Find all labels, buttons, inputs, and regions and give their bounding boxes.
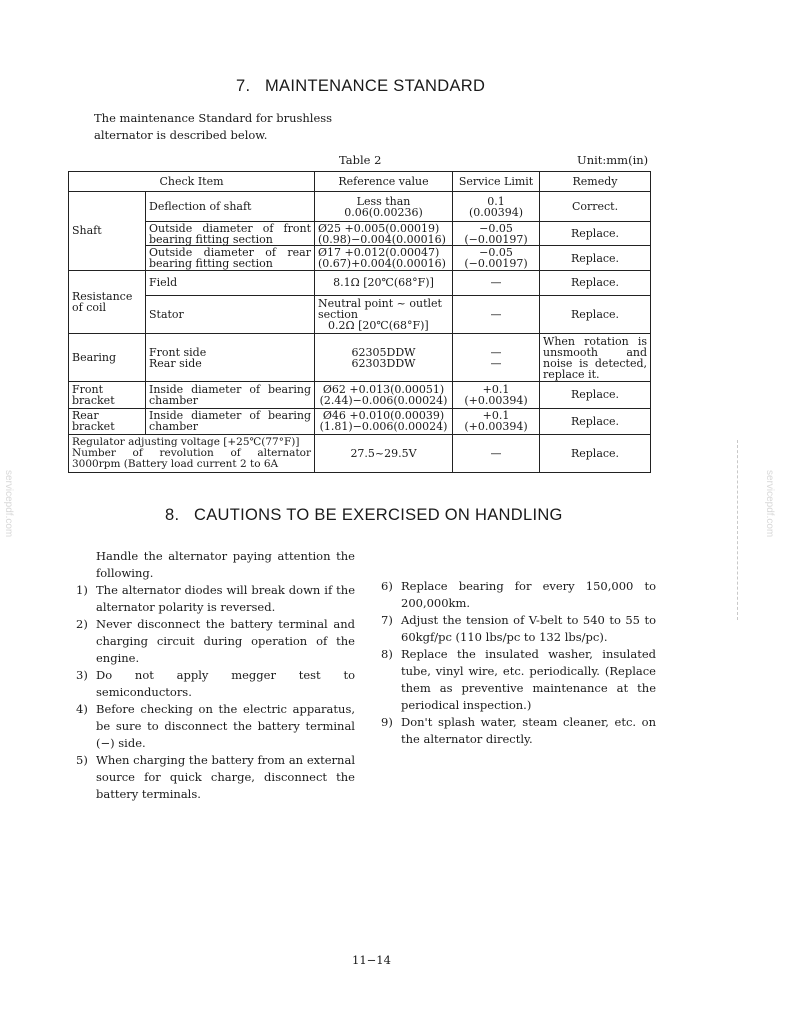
item-front-fitting: Outside diameter of front bearing fitting section — [146, 222, 315, 246]
list-item — [76, 752, 355, 803]
list-item-text: Never disconnect the battery terminal and charging circuit during operation of the engine. — [96, 617, 355, 665]
list-item-text: The alternator diodes will break down if the alternator polarity is reversed. — [96, 583, 355, 614]
list-item-text: Adjust the tension of V-belt to 540 to 55 to 60kgf/pc (110 lbs/pc to 132 lbs/pc). — [401, 613, 656, 644]
list-item-number: 2) — [76, 617, 88, 631]
list-item — [381, 714, 656, 748]
watermark-left: servicepdf.com — [3, 470, 14, 538]
list-item-number: 7) — [381, 613, 393, 627]
list-item-text: Do not apply megger test to semiconductors. — [96, 668, 355, 699]
list-item — [76, 667, 355, 701]
remedy-regulator: Replace. — [540, 434, 651, 472]
table-caption: Table 2 — [339, 153, 382, 167]
list-item — [76, 616, 355, 667]
list-item — [381, 612, 656, 646]
ref-front-bracket: Ø62 +0.013(0.00051) (2.44)−0.006(0.00024) — [315, 382, 453, 408]
limit-rear-bracket: +0.1 (+0.00394) — [453, 408, 540, 434]
limit-bearing: — — — [453, 334, 540, 382]
list-item-number: 5) — [76, 753, 88, 767]
remedy-deflection: Correct. — [540, 192, 651, 222]
list-item-text: Replace the insulated washer, insulated tube, vinyl wire, etc. periodically. (Replace them as preventive maintenance at the periodical inspection.) — [401, 647, 656, 712]
table-unit: Unit:mm(in) — [577, 153, 649, 167]
table-row — [69, 270, 651, 295]
table-row — [69, 246, 651, 270]
limit-regulator: — — [453, 434, 540, 472]
list-item-number: 6) — [381, 579, 393, 593]
table-row — [69, 408, 651, 434]
list-item-number: 9) — [381, 715, 393, 729]
table-header-row — [69, 172, 651, 192]
item-rear-fitting: Outside diameter of rear bearing fitting section — [146, 246, 315, 270]
table-row — [69, 434, 651, 472]
list-item — [381, 578, 656, 612]
limit-front-bracket: +0.1 (+0.00394) — [453, 382, 540, 408]
list-item — [381, 646, 656, 714]
list-item-text: Before checking on the electric apparatus, be sure to disconnect the battery terminal (−) side. — [96, 702, 355, 750]
table-row — [69, 382, 651, 408]
list-item — [76, 582, 355, 616]
ref-front-fitting: Ø25 +0.005(0.00019) (0.98)−0.004(0.00016) — [315, 222, 453, 246]
ref-deflection: Less than 0.06(0.00236) — [315, 192, 453, 222]
section-7-intro — [94, 110, 332, 144]
item-regulator: Regulator adjusting voltage [+25℃(77°F)] Number of revolution of alternator 3000rpm (Battery load current 2 to 6A — [69, 434, 315, 472]
list-item-number: 3) — [76, 668, 88, 682]
intro-line-1: The maintenance Standard for brushless — [94, 111, 333, 125]
header-remedy: Remedy — [540, 172, 651, 192]
cautions-intro: Handle the alternator paying attention the following. — [96, 549, 355, 580]
ref-bearing: 62305DDW 62303DDW — [315, 334, 453, 382]
table-row — [69, 192, 651, 222]
ref-regulator: 27.5~29.5V — [315, 434, 453, 472]
group-shaft: Shaft — [69, 192, 146, 271]
item-rear-bracket: Inside diameter of bearing chamber — [146, 408, 315, 434]
header-service-limit: Service Limit — [453, 172, 540, 192]
list-item — [76, 701, 355, 752]
remedy-front-bracket: Replace. — [540, 382, 651, 408]
table-row — [69, 334, 651, 382]
cautions-left-column — [76, 548, 355, 803]
remedy-stator: Replace. — [540, 295, 651, 333]
page-number: 11−14 — [352, 953, 391, 967]
watermark-right: servicepdf.com — [764, 470, 775, 538]
ref-rear-fitting: Ø17 +0.012(0.00047) (0.67)+0.004(0.00016) — [315, 246, 453, 270]
group-bearing: Bearing — [69, 334, 146, 382]
group-front-bracket: Front bracket — [69, 382, 146, 408]
remedy-front-fitting: Replace. — [540, 222, 651, 246]
list-item-text: When charging the battery from an external source for quick charge, disconnect the battery terminals. — [96, 753, 355, 801]
limit-field: — — [453, 270, 540, 295]
ref-rear-bracket: Ø46 +0.010(0.00039) (1.81)−0.006(0.00024) — [315, 408, 453, 434]
table-row — [69, 222, 651, 246]
intro-line-2: alternator is described below. — [94, 128, 268, 142]
group-resistance-of-coil: Resistance of coil — [69, 270, 146, 333]
list-item-number: 8) — [381, 647, 393, 661]
item-bearing: Front side Rear side — [146, 334, 315, 382]
maintenance-standard-table — [68, 171, 651, 473]
list-item-number: 1) — [76, 583, 88, 597]
cautions-right-column — [381, 578, 656, 748]
header-reference-value: Reference value — [315, 172, 453, 192]
list-item-text: Replace bearing for every 150,000 to 200,000km. — [401, 579, 656, 610]
limit-stator: — — [453, 295, 540, 333]
remedy-rear-fitting: Replace. — [540, 246, 651, 270]
remedy-field: Replace. — [540, 270, 651, 295]
section-8-heading: 8. CAUTIONS TO BE EXERCISED ON HANDLING — [165, 506, 563, 524]
section-7-heading: 7. MAINTENANCE STANDARD — [236, 77, 486, 95]
item-deflection: Deflection of shaft — [146, 192, 315, 222]
ref-field: 8.1Ω [20℃(68°F)] — [315, 270, 453, 295]
table-row — [69, 295, 651, 333]
scan-edge-mark — [737, 440, 738, 620]
header-check-item: Check Item — [69, 172, 315, 192]
ref-stator: Neutral point ~ outlet section 0.2Ω [20℃(68°F)] — [315, 295, 453, 333]
item-front-bracket: Inside diameter of bearing chamber — [146, 382, 315, 408]
list-item-text: Don't splash water, steam cleaner, etc. on the alternator directly. — [401, 715, 656, 746]
group-rear-bracket: Rear bracket — [69, 408, 146, 434]
item-field: Field — [146, 270, 315, 295]
remedy-rear-bracket: Replace. — [540, 408, 651, 434]
limit-rear-fitting: −0.05 (−0.00197) — [453, 246, 540, 270]
item-stator: Stator — [146, 295, 315, 333]
remedy-bearing: When rotation is unsmooth and noise is detected, replace it. — [540, 334, 651, 382]
limit-front-fitting: −0.05 (−0.00197) — [453, 222, 540, 246]
limit-deflection: 0.1 (0.00394) — [453, 192, 540, 222]
list-item-number: 4) — [76, 702, 88, 716]
